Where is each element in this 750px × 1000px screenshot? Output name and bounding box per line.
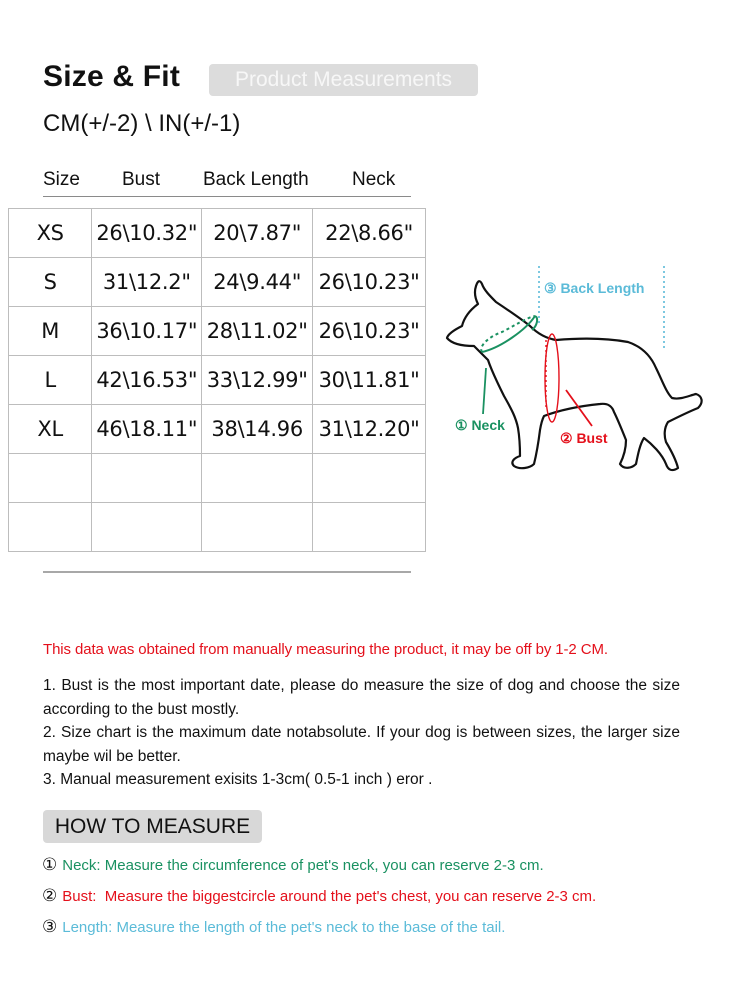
cell-size xyxy=(9,503,92,552)
table-row xyxy=(9,405,426,454)
product-measurements-badge: Product Measurements xyxy=(209,64,478,96)
howto-neck xyxy=(42,855,544,875)
howto-length xyxy=(42,917,505,937)
table-row xyxy=(9,209,426,258)
table-row-empty xyxy=(9,454,426,503)
cell-size: L xyxy=(9,356,92,405)
cell-neck: 26\10.23" xyxy=(313,307,426,356)
neck-label: ① Neck xyxy=(455,417,505,433)
table-row-empty xyxy=(9,503,426,552)
cell-bust xyxy=(92,454,202,503)
how-to-measure-heading: HOW TO MEASURE xyxy=(43,810,262,843)
cell-back-length xyxy=(202,503,313,552)
measurement-disclaimer: This data was obtained from manually measuring the product, it may be off by 1-2 CM. xyxy=(43,641,608,658)
cell-neck xyxy=(313,454,426,503)
note-item: 2. Size chart is the maximum date notabsolute. If your dog is between sizes, the larger size maybe wil be better. xyxy=(43,724,680,765)
cell-size: M xyxy=(9,307,92,356)
cell-bust xyxy=(92,503,202,552)
cell-size xyxy=(9,454,92,503)
howto-length-text: Length: Measure the length of the pet's neck to the base of the tail. xyxy=(62,919,506,936)
cell-neck: 26\10.23" xyxy=(313,258,426,307)
cell-bust: 26\10.32" xyxy=(92,209,202,258)
size-table xyxy=(8,208,426,552)
note-item: 3. Manual measurement exisits 1-3cm( 0.5-1 inch ) eror . xyxy=(43,771,433,788)
cell-neck: 30\11.81" xyxy=(313,356,426,405)
howto-neck-text: Neck: Measure the circumference of pet's neck, you can reserve 2-3 cm. xyxy=(62,857,544,874)
cell-neck: 31\12.20" xyxy=(313,405,426,454)
table-row xyxy=(9,356,426,405)
circled-number-icon: ① xyxy=(42,855,58,875)
note-item: 1. Bust is the most important date, please do measure the size of dog and choose the size according to the bust mostly. xyxy=(43,677,680,718)
notes-list xyxy=(43,674,680,792)
howto-bust-text: Bust: Measure the biggestcircle around the pet's chest, you can reserve 2-3 cm. xyxy=(62,888,597,905)
column-header-back-length: Back Length xyxy=(203,169,309,190)
circled-number-icon: ③ xyxy=(42,917,58,937)
table-row xyxy=(9,258,426,307)
cell-back-length xyxy=(202,454,313,503)
cell-size: S xyxy=(9,258,92,307)
table-header xyxy=(43,168,411,197)
cell-back-length: 38\14.96 xyxy=(202,405,313,454)
cell-back-length: 28\11.02" xyxy=(202,307,313,356)
bust-label: ② Bust xyxy=(560,430,608,446)
cell-bust: 46\18.11" xyxy=(92,405,202,454)
cell-back-length: 33\12.99" xyxy=(202,356,313,405)
back-length-label: ③ Back Length xyxy=(544,280,645,296)
cell-bust: 36\10.17" xyxy=(92,307,202,356)
cell-back-length: 20\7.87" xyxy=(202,209,313,258)
cell-bust: 31\12.2" xyxy=(92,258,202,307)
column-header-bust: Bust xyxy=(122,169,161,190)
table-row xyxy=(9,307,426,356)
units-tolerance: CM(+/-2) \ IN(+/-1) xyxy=(43,110,241,137)
cell-neck: 22\8.66" xyxy=(313,209,426,258)
column-header-neck: Neck xyxy=(352,169,396,190)
cell-size: XS xyxy=(9,209,92,258)
dog-measurement-diagram xyxy=(440,260,730,480)
cell-back-length: 24\9.44" xyxy=(202,258,313,307)
page-title: Size & Fit xyxy=(43,60,181,93)
cell-bust: 42\16.53" xyxy=(92,356,202,405)
cell-neck xyxy=(313,503,426,552)
column-header-size: Size xyxy=(43,169,80,190)
cell-size: XL xyxy=(9,405,92,454)
table-bottom-divider xyxy=(43,571,411,573)
circled-number-icon: ② xyxy=(42,886,58,906)
howto-bust xyxy=(42,886,596,906)
